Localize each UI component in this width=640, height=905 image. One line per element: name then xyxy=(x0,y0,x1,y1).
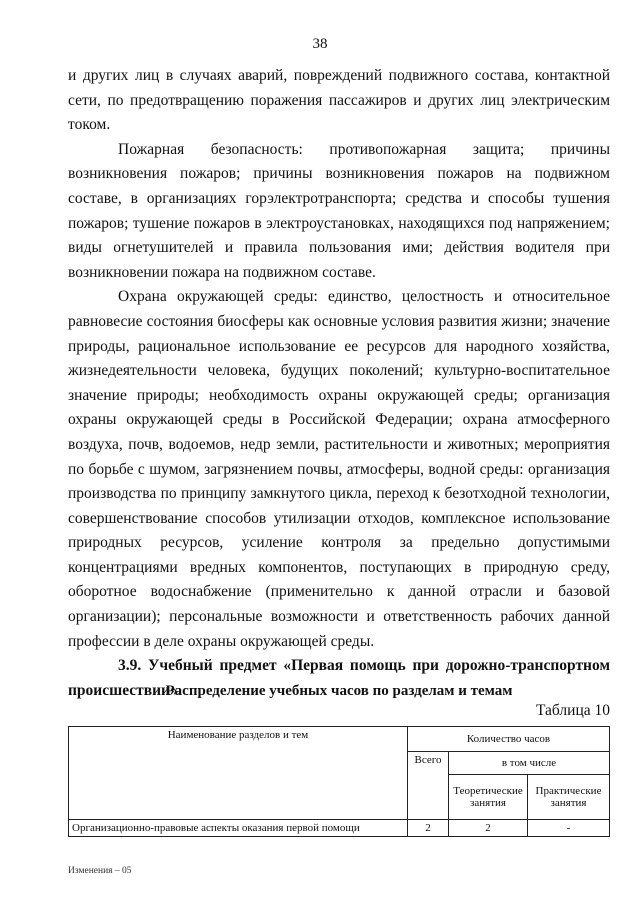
row-name: Организационно-правовые аспекты оказания первой помощи xyxy=(69,820,408,837)
paragraph-fire-safety: Пожарная безопасность: противопожарная защита; причины возникновения пожаров; причины возникновения пожаров на подвижном составе, в организациях горэлектротранспорта; средства и способы тушения пожаров; тушение пожаров в электроустановках, находящихся под напряжением; виды огнетушителей и правила пользования ими; действия водителя при возникновении пожара на подвижном составе. xyxy=(68,140,610,281)
section-heading: 3.9. Учебный предмет «Первая помощь при дорожно-транспортном происшествии». xyxy=(68,657,610,699)
table-title: Распределение учебных часов по разделам и темам xyxy=(165,683,513,699)
footer-note: Изменения – 05 xyxy=(68,866,132,876)
header-total: Всего xyxy=(408,752,449,820)
paragraph-environment-protection: Охрана окружающей среды: единство, целостность и относительное равновесие состояния биосферы как основные условия развития жизни; значение природы, рациональное использование ее ресурсов для народного хозяйства, жизнедеятельности человека, будущих поколений; культурно-воспитательное значение природы; необходимость охраны окружающей среды; организация охраны окружающей среды в Российской Федерации; охрана атмосферного воздуха, почв, водоемов, недр земли, растительности и животных; мероприятия по борьбе с шумом, загрязнением почвы, атмосферы, водной среды: организация производства по принципу замкнутого цикла, переход к безотходной технологии, совершенствование способов утилизации отходов, комплексное использование природных ресурсов, усиление контроля за предельно допустимыми концентрациями вредных компонентов, поступающих в природную среду, оборотное водоснабжение (применительно к данной отрасли и базовой организации); персональные возможности и ответственность рабочих данной профессии в деле охраны окружающей среды. xyxy=(68,288,610,650)
row-practice: - xyxy=(528,820,610,837)
row-theory: 2 xyxy=(449,820,528,837)
row-total: 2 xyxy=(408,820,449,837)
hours-table xyxy=(68,726,610,837)
header-section-name: Наименование разделов и тем xyxy=(69,727,408,820)
header-theory: Теоретические занятия xyxy=(449,775,528,820)
header-including: в том числе xyxy=(449,752,610,775)
header-practice: Практические занятия xyxy=(528,775,610,820)
page-number: 38 xyxy=(312,36,328,52)
table-number: Таблица 10 xyxy=(535,702,610,719)
header-hours: Количество часов xyxy=(408,727,610,752)
table-row xyxy=(69,820,610,837)
paragraph-continuation: и других лиц в случаях аварий, повреждений подвижного состава, контактной сети, по предотвращению поражения пассажиров и других лиц электрическим током. xyxy=(68,67,610,134)
body-text xyxy=(68,64,610,703)
